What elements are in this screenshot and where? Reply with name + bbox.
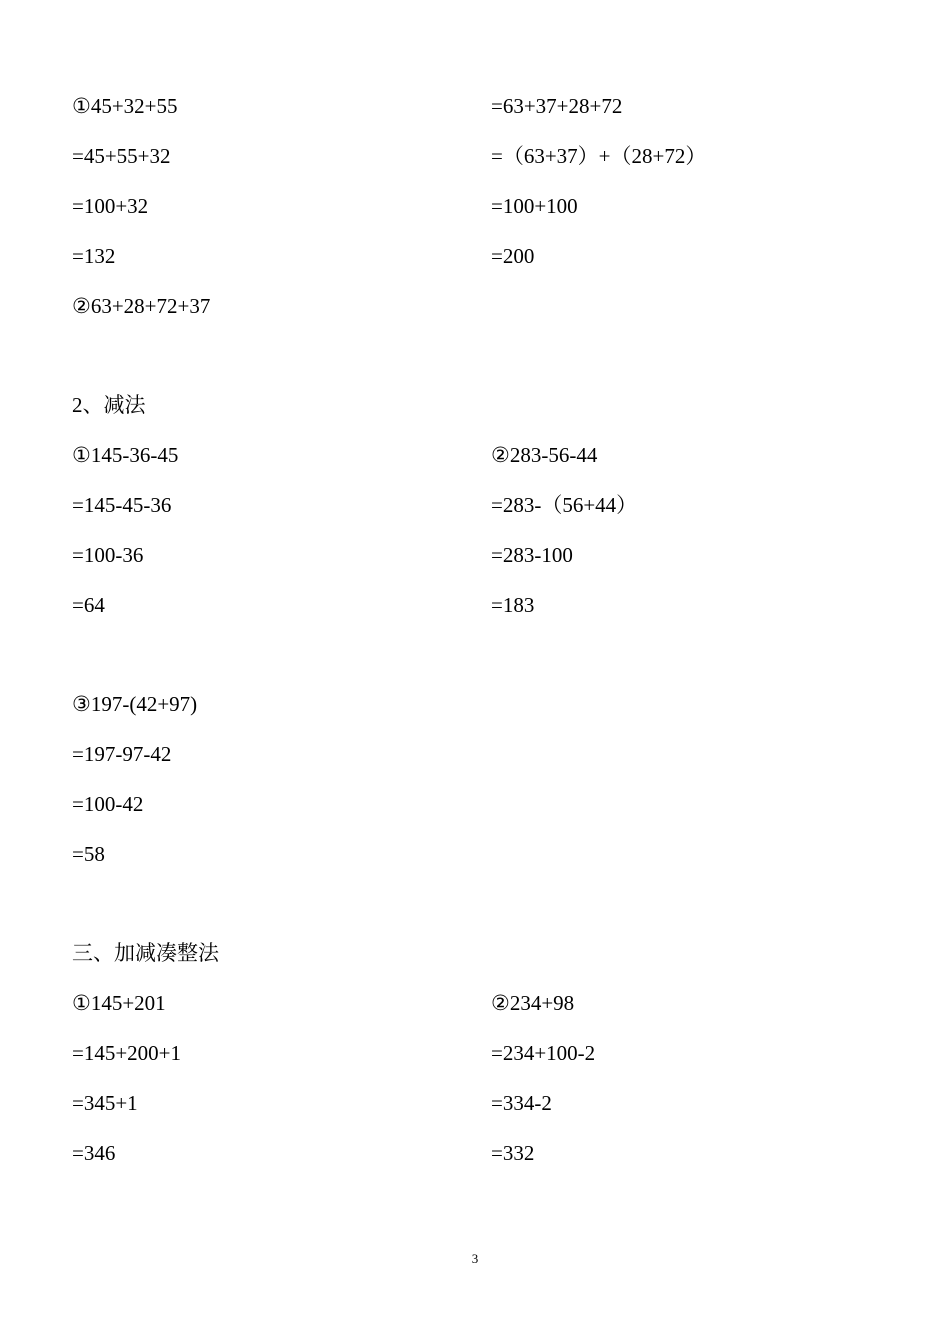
math-line: =（63+37）+（28+72）: [491, 144, 707, 168]
math-line: ①145+201: [72, 991, 166, 1015]
math-line: =183: [491, 593, 535, 617]
math-line: ①45+32+55: [72, 94, 178, 118]
page-number: 3: [471, 1251, 479, 1266]
math-line: =145-45-36: [72, 493, 172, 517]
math-line: =100-36: [72, 543, 144, 567]
math-line: =132: [72, 244, 116, 268]
math-line: =283-（56+44）: [491, 493, 638, 517]
math-line: =346: [72, 1141, 116, 1165]
math-line: =345+1: [72, 1091, 138, 1115]
section-heading: 2、减法: [72, 393, 146, 417]
math-line: ②63+28+72+37: [72, 294, 211, 318]
math-line: =100+32: [72, 194, 149, 218]
math-line: =283-100: [491, 543, 573, 567]
math-line: ②283-56-44: [491, 443, 598, 467]
math-line: =145+200+1: [72, 1041, 182, 1065]
section-heading: 三、加减凑整法: [72, 941, 219, 965]
math-line: =334-2: [491, 1091, 552, 1115]
math-line: ②234+98: [491, 991, 575, 1015]
math-line: =64: [72, 593, 105, 617]
math-line: =234+100-2: [491, 1041, 596, 1065]
math-line: =197-97-42: [72, 742, 172, 766]
math-line: =200: [491, 244, 535, 268]
math-line: ③197-(42+97): [72, 692, 198, 716]
math-line: ①145-36-45: [72, 443, 179, 467]
math-line: =58: [72, 842, 105, 866]
math-line: =100-42: [72, 792, 144, 816]
math-line: =100+100: [491, 194, 578, 218]
math-line: =45+55+32: [72, 144, 171, 168]
math-line: =63+37+28+72: [491, 94, 623, 118]
math-line: =332: [491, 1141, 535, 1165]
